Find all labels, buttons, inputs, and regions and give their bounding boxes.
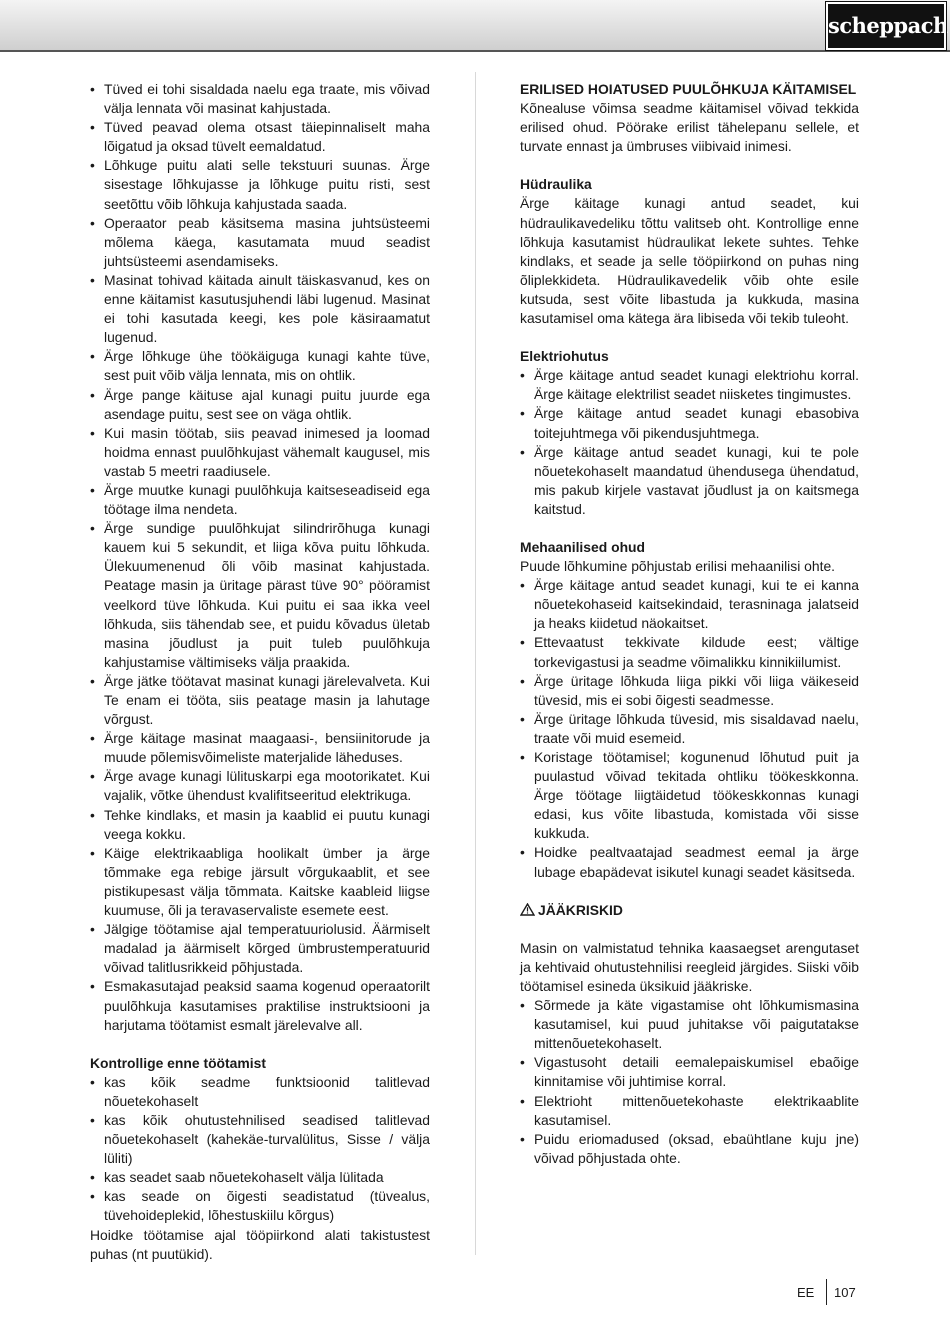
safety-bullet-item: • Esmakasutajad peaksid saama kogenud operaatorilt puulõhkuja kasutamises praktilise instruktsiooni ja harjutama töötamist esmalt järelevalve all. bbox=[90, 977, 430, 1034]
safety-bullet-item: • Käige elektrikaabliga hoolikalt ümber ja ärge tõmmake ega rebige järsult võrgukaablit, et see pistikupesast välja tõmmata. Kaitske kaableid liigse kuumuse, õli ja teravaservaliste esemete eest. bbox=[90, 844, 430, 920]
right-column bbox=[520, 80, 859, 1168]
safety-bullet-list bbox=[90, 80, 430, 1035]
footer-language: EE bbox=[797, 1285, 815, 1300]
safety-bullet-item: • Ärge käitage masinat maagaasi-, bensiinitorude ja muude põlemisvõimeliste materjalide läheduses. bbox=[90, 729, 430, 767]
electrical-safety-heading: Elektriohutus bbox=[520, 348, 609, 365]
page-header bbox=[0, 0, 950, 52]
safety-bullet-item: • Ärge lõhkuge ühe töökäiguga kunagi kahte tüve, sest puit võib välja lennata, mis on ohtlik. bbox=[90, 347, 430, 385]
safety-bullet-item: • Masinat tohivad käitada ainult täiskasvanud, kes on enne käitamist kasutusjuhendi läbi lugenud. Masinat ei tohi kasutada keegi, kes pole käsiraamatut lugenud. bbox=[90, 271, 430, 347]
residual-bullet-item: • Elektrioht mittenõuetekohaste elektrikaablite kasutamisel. bbox=[520, 1092, 859, 1130]
check-bullet-list bbox=[90, 1073, 430, 1226]
safety-bullet-item: • Ärge jätke töötavat masinat kunagi järelevalveta. Kui Te enam ei tööta, siis peatage masin ja lahutage võrgust. bbox=[90, 672, 430, 729]
footer-separator bbox=[826, 1279, 827, 1305]
residual-bullet-item: • Puidu eriomadused (oksad, ebaühtlane kuju jne) võivad põhjustada ohte. bbox=[520, 1130, 859, 1168]
mechanical-bullet-item: • Ettevaatust tekkivate kildude eest; vältige torkevigastusi ja seadme võimalikku kinnikiilumist. bbox=[520, 633, 859, 671]
page-number: 107 bbox=[834, 1285, 856, 1300]
check-bullet-item: • kas kõik seadme funktsioonid talitlevad nõuetekohaselt bbox=[90, 1073, 430, 1111]
residual-bullet-item: • Sõrmede ja käte vigastamise oht lõhkumismasina kasutamisel, kui puud juhitakse või paigutatakse mittenõuetekohaselt. bbox=[520, 996, 859, 1053]
special-warnings-heading: ERILISED HOIATUSED PUULÕHKUJA KÄITAMISEL bbox=[520, 81, 857, 97]
check-bullet-item: • kas seadet saab nõuetekohaselt välja lülitada bbox=[90, 1168, 430, 1187]
mechanical-bullet-list bbox=[520, 576, 859, 882]
hydraulics-text: Ärge käitage kunagi antud seadet, kui hüdraulikavedeliku tõttu valitseb oht. Kontrollige enne lõhkuja kasutamist hüdraulikat lekete suhtes. Tehke kindlaks, et seade ja selle tööpiirkond on puhas ning õliplekkideta. Hüdraulikavedelik võib ohte esile kutsuda, sest võite libastuda ja kukkuda, masina kasutamisel oma kätega ära libiseda või tekib tuleoht. bbox=[520, 195, 859, 327]
mechanical-bullet-item: • Ärge üritage lõhkuda tüvesid, mis sisaldavad naelu, traate või muid esemeid. bbox=[520, 710, 859, 748]
residual-bullet-list bbox=[520, 996, 859, 1168]
check-bullet-item: • kas seade on õigesti seadistatud (tüvealus, tüvehoideplekid, lõhestuskiilu kõrgus) bbox=[90, 1187, 430, 1225]
column-divider bbox=[475, 72, 476, 1255]
mechanical-bullet-item: • Ärge käitage antud seadet kunagi, kui te ei kanna nõuetekohaseid kaitsekindaid, terasninaga jalatseid ja heaks kiidetud näokaitset. bbox=[520, 576, 859, 633]
safety-bullet-item: • Lõhkuge puitu alati selle tekstuuri suunas. Ärge sisestage lõhkujasse ja lõhkuge puitu risti, sest seetõttu võib lõhkuja kahjustada saada. bbox=[90, 156, 430, 213]
mechanical-bullet-item: • Hoidke pealtvaatajad seadmest eemal ja ärge lubage ebapädevat isikutel kunagi seadet käsitseda. bbox=[520, 843, 859, 881]
safety-bullet-item: • Ärge avage kunagi lülituskarpi ega mootorikatet. Kui vajalik, võtke ühendust kvalifitseeritud elektrikuga. bbox=[90, 767, 430, 805]
mechanical-intro-text: Puude lõhkumine põhjustab erilisi mehaanilisi ohte. bbox=[520, 558, 836, 575]
residual-risks-title: JÄÄKRISKID bbox=[538, 901, 623, 918]
mechanical-bullet-item: • Ärge üritage lõhkuda liiga pikki või liiga väikeseid tüvesid, mis ei sobi õigesti seadmesse. bbox=[520, 672, 859, 710]
residual-risks-text: Masin on valmistatud tehnika kaasaegset arengutaset ja kehtivaid ohutustehnilisi reegleid järgides. Siiski võib töötamisel esineda üksikuid jääkriske. bbox=[520, 939, 859, 994]
safety-bullet-item: • Operaator peab käsitsema masina juhtsüsteemi mõlema käega, kasutamata muud seadist juhtsüsteemi asendamiseks. bbox=[90, 214, 430, 271]
safety-bullet-item: • Tüved ei tohi sisaldada naelu ega traate, mis võivad välja lennata või masinat kahjustada. bbox=[90, 80, 430, 118]
brand-logo: scheppach bbox=[826, 2, 946, 50]
electrical-bullet-list bbox=[520, 366, 859, 519]
electrical-bullet-item: • Ärge käitage antud seadet kunagi elektriohu korral. Ärge käitage elektrilist seadet niisketes tingimustes. bbox=[520, 366, 859, 404]
check-closing-text: Hoidke töötamise ajal tööpiirkond alati takistustest puhas (nt puutükid). bbox=[90, 1226, 430, 1262]
residual-risks-heading bbox=[520, 901, 859, 920]
safety-bullet-item: • Tüved peavad olema otsast täiepinnaliselt maha lõigatud ja oksad tüvelt eemaldatud. bbox=[90, 118, 430, 156]
residual-bullet-item: • Vigastusoht detaili eemalepaiskumisel ebaõige kinnitamise või juhtimise korral. bbox=[520, 1053, 859, 1091]
mechanical-hazards-heading: Mehaanilised ohud bbox=[520, 538, 646, 555]
mechanical-bullet-item: • Koristage töötamisel; kogunenud lõhutud puit ja puulastud võivad tekitada ohtliku töökeskkonna. Ärge töötage liigtäidetud töökeskkonnas kunagi edasi, kus võite libastuda, komistada või sisse kukkuda. bbox=[520, 748, 859, 843]
special-warnings-text: Kõnealuse võimsa seadme käitamisel võivad tekkida erilised ohud. Pöörake erilist tähelepanu sellele, et turvate ennast ja ümbruses viibivaid inimesi. bbox=[520, 100, 859, 155]
check-heading: Kontrollige enne töötamist bbox=[90, 1054, 266, 1071]
left-column bbox=[90, 80, 430, 1264]
warning-triangle-icon bbox=[520, 903, 535, 916]
safety-bullet-item: • Tehke kindlaks, et masin ja kaablid ei puutu kunagi veega kokku. bbox=[90, 806, 430, 844]
safety-bullet-item: • Jälgige töötamise ajal temperatuuriolusid. Äärmiselt madalad ja äärmiselt kõrged ümbrustemperatuurid võivad talitlusrikkeid põhjustada. bbox=[90, 920, 430, 977]
safety-bullet-item: • Ärge pange käituse ajal kunagi puitu juurde ega asendage puitu, sest see on väga ohtlik. bbox=[90, 386, 430, 424]
hydraulics-heading: Hüdraulika bbox=[520, 176, 592, 193]
check-bullet-item: • kas kõik ohutustehnilised seadised talitlevad nõuetekohaselt (kahekäe-turvalülitus, Sisse / välja lüliti) bbox=[90, 1111, 430, 1168]
safety-bullet-item: • Ärge muutke kunagi puulõhkuja kaitseseadiseid ega töötage ilma nendeta. bbox=[90, 481, 430, 519]
safety-bullet-item: • Kui masin töötab, siis peavad inimesed ja loomad hoidma ennast puulõhkujast vähemalt kaugusel, mis vastab 5 meetri raadiusele. bbox=[90, 424, 430, 481]
safety-bullet-item: • Ärge sundige puulõhkujat silindrirõhuga kunagi kauem kui 5 sekundit, et liiga kõva puitu lõhkuda. Ülekuumenenud õli võib masinat kahjustada. Peatage masin ja üritage pärast tüve 90° pööramist veelkord tüve lõhkuda. Kui puitu ei saa ikka veel lõhkuda, siis tähendab see, et puidu kõvadus ületab masina jõudlust ja puit tuleb puulõhkuja kahjustamise vältimiseks välja praakida. bbox=[90, 519, 430, 672]
electrical-bullet-item: • Ärge käitage antud seadet kunagi ebasobiva toitejuhtmega või pikendusjuhtmega. bbox=[520, 404, 859, 442]
electrical-bullet-item: • Ärge käitage antud seadet kunagi, kui te pole nõuetekohaselt maandatud ühendusega ühendatud, mis pakub kirjele vastavat jõudlust ja on kaitsmega kaitstud. bbox=[520, 443, 859, 519]
